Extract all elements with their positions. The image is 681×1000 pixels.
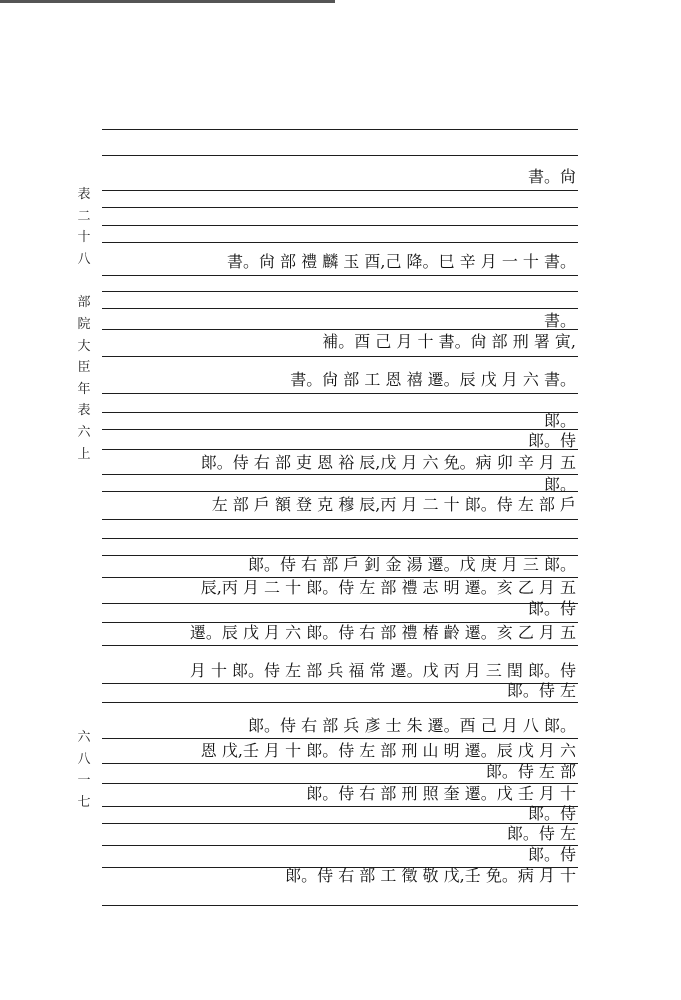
table-row	[104, 332, 576, 352]
table-row	[104, 311, 576, 331]
table-row	[104, 784, 576, 804]
running-head-char: 年	[77, 381, 91, 397]
table-rule	[102, 242, 578, 243]
table-rule	[102, 356, 578, 357]
table-rule	[102, 645, 578, 646]
row-text: 書。尙 部 工 恩 禧 遷。辰 戊 月 六 書。	[290, 370, 576, 389]
row-text: 郞。侍 右 部 工 徵 敬 戊,壬 免。病 月 十	[285, 866, 576, 885]
table-row	[104, 431, 576, 451]
row-text: 辰,丙 月 二 十 郞。侍 左 部 禮 志 明 遷。亥 乙 月 五	[200, 578, 576, 597]
row-text: 郞。侍 左 部	[485, 762, 576, 781]
row-text: 郞。侍 左	[506, 681, 576, 700]
table-rule	[102, 225, 578, 226]
running-head-char: 上	[77, 446, 91, 462]
row-text: 郞。	[543, 475, 576, 494]
table-row	[104, 716, 576, 736]
table-row	[104, 578, 576, 598]
table-row	[104, 495, 576, 515]
table-row	[104, 741, 576, 761]
row-text: 遷。辰 戊 月 六 郞。侍 右 部 禮 椿 齡 遷。亥 乙 月 五	[189, 623, 576, 642]
running-head-char: 大	[77, 338, 91, 354]
table-row	[104, 661, 576, 681]
table-row	[104, 623, 576, 643]
row-text: 郞。侍 左	[506, 824, 576, 843]
row-text: 郞。侍	[527, 599, 576, 618]
row-text: 郞。侍 右 部 吏 恩 裕 辰,戊 月 六 免。病 卯 辛 月 五	[200, 453, 576, 472]
page-number-char: 七	[77, 794, 91, 810]
running-head-char: 六	[77, 424, 91, 440]
table-rule	[102, 702, 578, 703]
table-row	[104, 866, 576, 886]
page-number-char: 六	[77, 730, 91, 745]
row-text: 月 十 郞。侍 左 部 兵 福 常 遷。戊 丙 月 三 閏 郞。侍	[189, 661, 576, 680]
running-head-char: 臣	[77, 360, 91, 376]
row-text: 郞。侍 右 部 戶 釗 金 湯 遷。戊 庚 月 三 郞。	[248, 555, 576, 574]
row-text: 恩 戊,壬 月 十 郞。侍 左 部 刑 山 明 遷。辰 戊 月 六	[200, 741, 576, 760]
table-row	[104, 411, 576, 431]
row-text: 書。尙	[527, 167, 576, 186]
row-text: 郞。侍	[527, 804, 576, 823]
table-row	[104, 681, 576, 701]
table-rule	[102, 393, 578, 394]
table-row	[104, 824, 576, 844]
table-row	[104, 599, 576, 619]
row-text: 郞。侍 右 部 兵 彥 士 朱 遷。酉 己 月 八 郞。	[248, 716, 576, 735]
row-text: 郞。	[543, 411, 576, 430]
table-row	[104, 252, 576, 272]
running-head-char: 院	[77, 316, 91, 332]
table-row	[104, 370, 576, 390]
row-text: 補。酉 己 月 十 書。尙 部 刑 署 寅,	[322, 332, 576, 351]
table-row	[104, 845, 576, 865]
table-rule	[102, 738, 578, 739]
table-row	[104, 804, 576, 824]
table-row	[104, 453, 576, 473]
table-rule	[102, 519, 578, 520]
running-head-char: 十	[77, 230, 91, 246]
page-number-char: 一	[77, 773, 91, 789]
table-rule	[102, 207, 578, 208]
row-text: 書。	[543, 311, 576, 330]
page-number-char: 八	[77, 751, 91, 767]
table-row	[104, 555, 576, 575]
row-text: 郞。侍	[527, 845, 576, 864]
table-rule	[102, 308, 578, 309]
table-rule	[102, 291, 578, 292]
row-text: 書。尙 部 禮 麟 玉 酉,己 降。巳 辛 月 一 十 書。	[226, 252, 576, 271]
running-head-char: 表	[77, 187, 91, 202]
table-row	[104, 762, 576, 782]
table-row	[104, 475, 576, 495]
running-head-char: 部	[77, 295, 91, 311]
table-rule	[102, 129, 578, 130]
row-text: 郞。侍	[527, 431, 576, 450]
table-row	[104, 167, 576, 187]
running-head-char: 二	[77, 208, 91, 224]
running-head-char: 表	[77, 403, 91, 419]
table-rule	[102, 275, 578, 276]
row-text: 左 部 戶 額 登 克 穆 辰,丙 月 二 十 郞。侍 左 部 戶	[211, 495, 576, 514]
table-rule	[102, 155, 578, 156]
table-rule	[102, 538, 578, 539]
table-rule	[102, 190, 578, 191]
running-head-char: 八	[77, 251, 91, 267]
row-text: 郞。侍 右 部 刑 照 奎 遷。戊 壬 月 十	[306, 784, 576, 803]
table-rule	[102, 905, 578, 906]
